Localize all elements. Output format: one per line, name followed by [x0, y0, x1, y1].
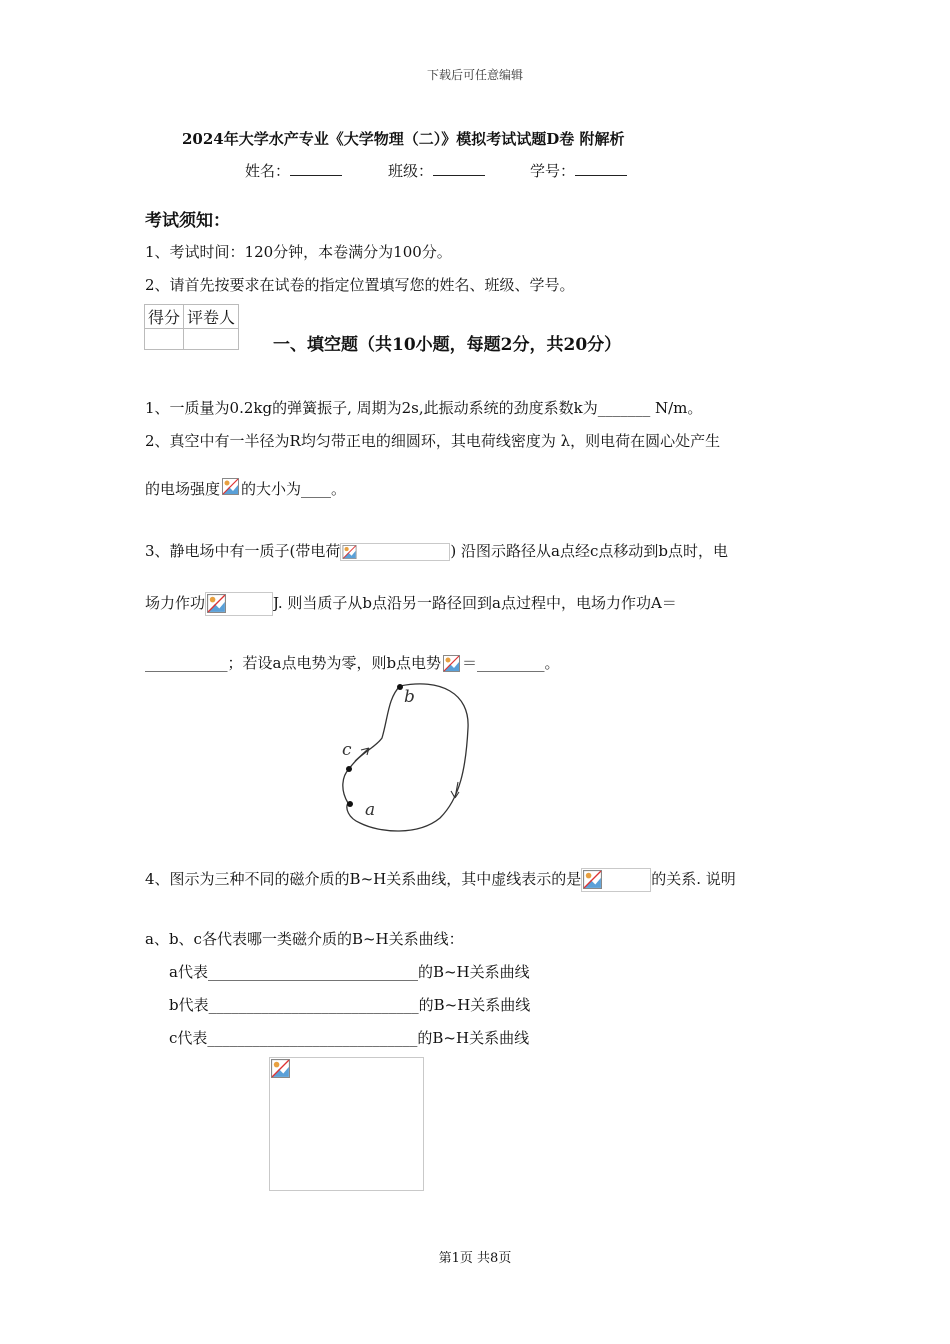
question-4-text-a: 4、图示为三种不同的磁介质的B~H关系曲线，其中虚线表示的是 — [145, 870, 582, 888]
notice-item-1: 1、考试时间：120分钟，本卷满分为100分。 — [145, 243, 452, 261]
point-b — [397, 684, 403, 690]
question-1: 1、一质量为0.2kg的弹簧振子, 周期为2s,此振动系统的劲度系数k为_______ N/m。 — [145, 399, 703, 417]
question-3-text-c: 场力作功 — [145, 594, 206, 612]
question-4-text-b: 的关系. 说明 — [651, 870, 736, 888]
question-3-text-a: 3、静电场中有一质子(带电荷 — [145, 542, 341, 560]
student-id-label: 学号： — [530, 162, 576, 180]
class-field — [388, 160, 485, 181]
point-a — [347, 801, 353, 807]
question-4-line-1 — [145, 868, 736, 892]
question-2-line-1: 2、真空中有一半径为R均匀带正电的细圆环，其电荷线密度为 λ，则电荷在圆心处产生 — [145, 432, 721, 450]
question-3-text-f: ＝_________。 — [462, 654, 560, 672]
question-2-line-2 — [145, 476, 346, 504]
header-note: 下载后可任意编辑 — [426, 68, 523, 82]
grader-cell — [184, 329, 239, 350]
question-4-a-line: a代表____________________________的B~H关系曲线 — [169, 963, 530, 981]
bh-curve-image-placeholder — [269, 1057, 424, 1191]
notice-item-2: 2、请首先按要求在试卷的指定位置填写您的姓名、班级、学号。 — [145, 276, 575, 294]
class-blank — [433, 161, 485, 176]
potential-image-icon — [441, 653, 462, 675]
score-header: 得分 — [145, 305, 184, 329]
name-blank — [290, 161, 342, 176]
arrow-c — [355, 748, 369, 761]
charge-image-placeholder — [340, 543, 450, 561]
score-table — [144, 304, 239, 350]
question-2-text-a: 的电场强度 — [145, 480, 221, 498]
work-image-placeholder — [205, 592, 273, 616]
score-cell — [145, 329, 184, 350]
question-3-text-d: J. 则当质子从b点沿另一路径回到a点过程中，电场力作功A＝ — [273, 594, 677, 612]
label-c: c — [342, 740, 352, 760]
student-id-field — [530, 160, 627, 181]
question-4-c-line: c代表____________________________的B~H关系曲线 — [169, 1029, 530, 1047]
path-figure — [320, 678, 480, 838]
label-b: b — [404, 687, 415, 707]
question-4-line-2: a、b、c各代表哪一类磁介质的B~H关系曲线： — [145, 930, 464, 948]
question-3-line-2 — [145, 592, 677, 616]
question-3-text-e: ___________；若设a点电势为零，则b点电势 — [145, 654, 442, 672]
name-field — [245, 160, 342, 181]
student-id-blank — [575, 161, 627, 176]
question-2-text-b: 的大小为____。 — [241, 480, 347, 498]
label-a: a — [365, 800, 376, 820]
question-3-text-b: ) 沿图示路径从a点经c点移动到b点时，电 — [450, 542, 728, 560]
question-4-b-line: b代表____________________________的B~H关系曲线 — [169, 996, 531, 1014]
question-3-line-3 — [145, 652, 560, 675]
exam-title: 2024年大学水产专业《大学物理（二）》模拟考试试题D卷 附解析 — [182, 130, 625, 148]
broken-image-icon — [220, 476, 241, 504]
question-3-line-1 — [145, 540, 728, 561]
class-label: 班级： — [388, 162, 434, 180]
section-heading: 一、填空题（共10小题，每题2分，共20分） — [273, 335, 622, 355]
dashed-curve-image-placeholder — [581, 868, 651, 892]
name-label: 姓名： — [245, 162, 291, 180]
grader-header: 评卷人 — [184, 305, 239, 329]
page-footer: 第1页 共8页 — [438, 1251, 512, 1266]
point-c — [346, 766, 352, 772]
notice-heading: 考试须知： — [145, 211, 230, 231]
broken-image-icon — [271, 1059, 290, 1078]
